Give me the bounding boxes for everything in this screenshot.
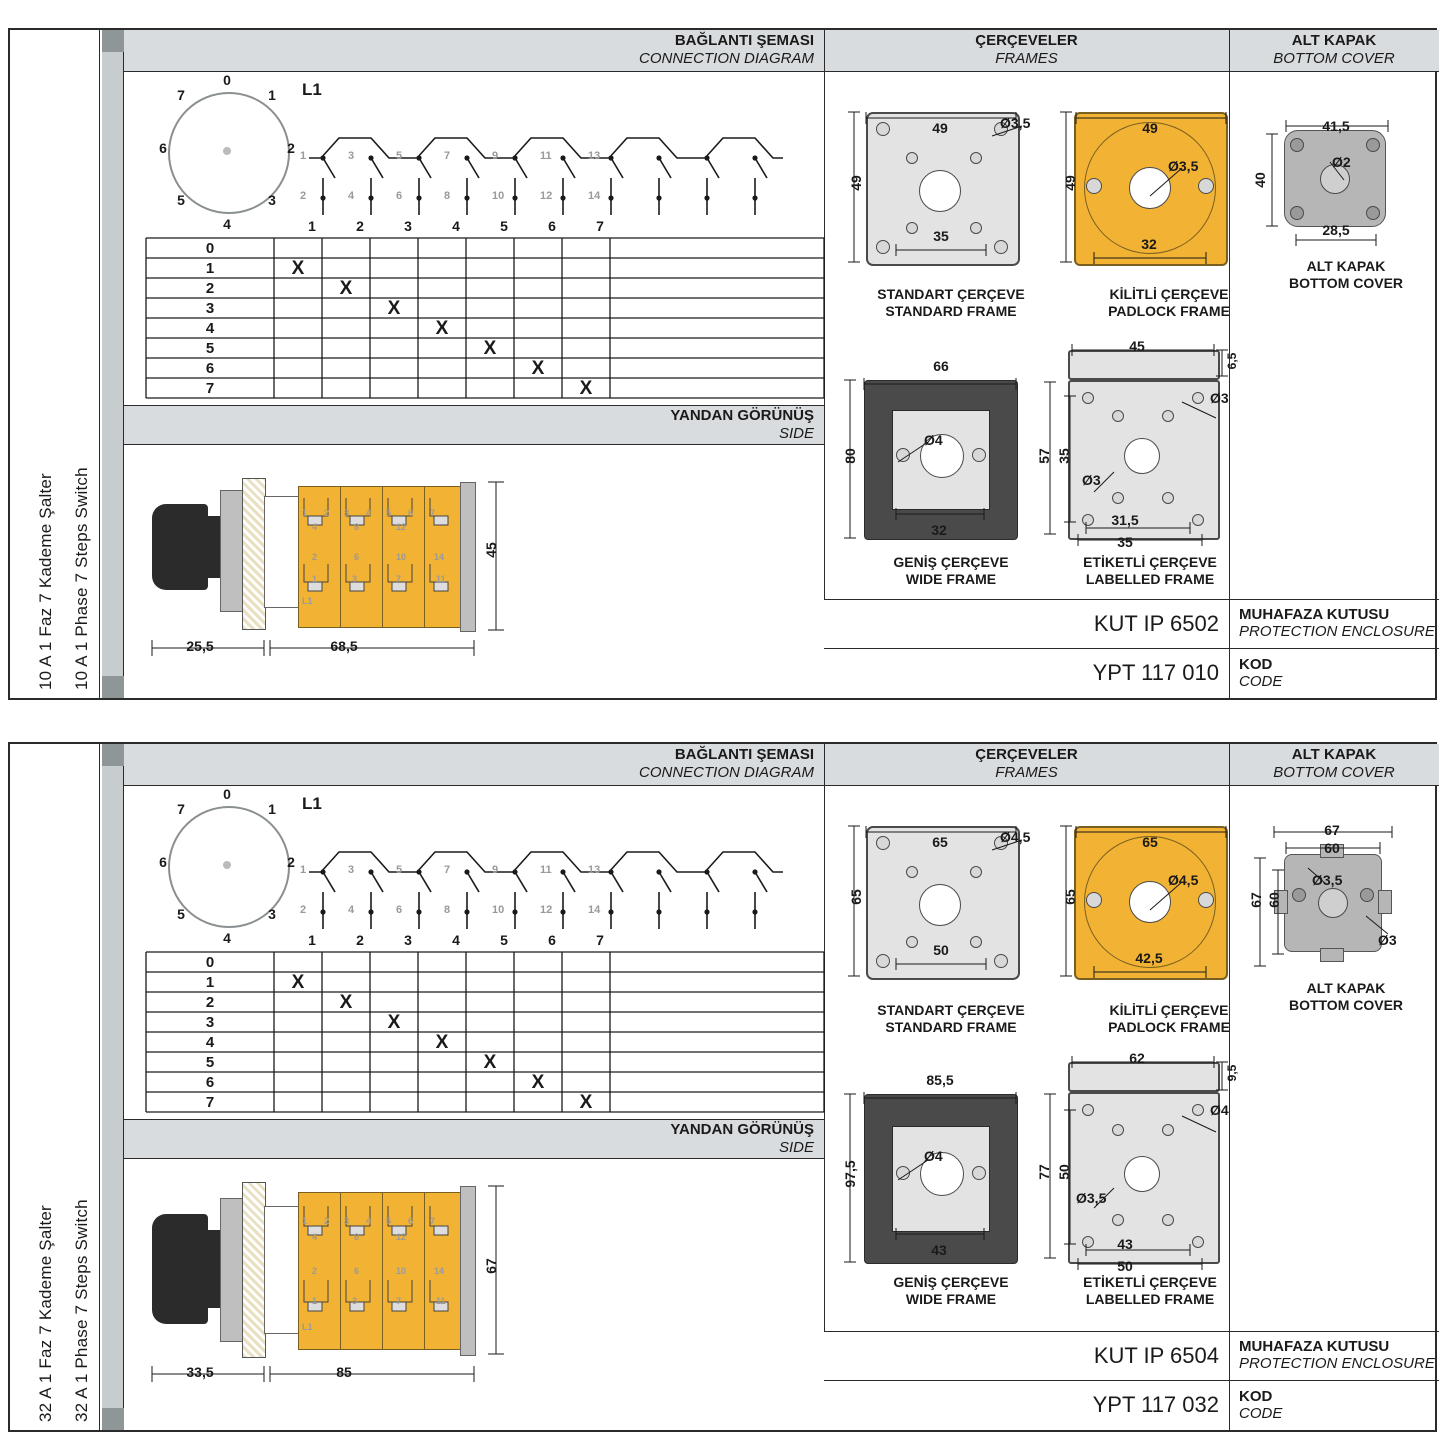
sv-term-b3: 10 xyxy=(396,552,407,562)
switch-knob xyxy=(152,504,208,590)
dim-lbl-h2: 35 xyxy=(1056,448,1072,464)
col-num-3: 3 xyxy=(404,932,412,948)
code-label-cell xyxy=(1229,648,1439,698)
code-label-tr: KOD xyxy=(1239,656,1273,673)
dim-cover-w2: 60 xyxy=(1324,840,1340,856)
col-num-5: 5 xyxy=(500,218,508,234)
terminal-4: 4 xyxy=(348,190,355,202)
dim-cover-h: 67 xyxy=(1248,892,1264,908)
mounting-bar-32a xyxy=(102,744,124,1430)
code-label-cell xyxy=(1229,1380,1439,1430)
enclosure-label-tr: MUHAFAZA KUTUSU xyxy=(1239,606,1390,623)
enclosure-code-cell xyxy=(824,599,1229,648)
dim-padlock-pitch: 42,5 xyxy=(1135,950,1163,966)
header-connection-diagram xyxy=(124,744,824,786)
bar-cap-top xyxy=(102,744,124,766)
col-num-4: 4 xyxy=(452,932,460,948)
header-frames-en: FRAMES xyxy=(995,764,1058,781)
dim-wide-hole: Ø4 xyxy=(924,1148,943,1164)
dim-lbl-h: 77 xyxy=(1036,1164,1052,1180)
frame-wide-caption-en: WIDE FRAME xyxy=(905,571,997,587)
mounting-bar-10a xyxy=(102,30,124,698)
dial-pos-0: 0 xyxy=(223,786,231,802)
code-label xyxy=(1239,656,1282,690)
col-num-2: 2 xyxy=(356,218,364,234)
dial-center xyxy=(223,861,231,869)
dim-wide-hole: Ø4 xyxy=(924,432,943,448)
dim-lbl-hole: Ø3 xyxy=(1210,390,1229,406)
terminal-11: 11 xyxy=(540,150,552,162)
dial-pos-3: 3 xyxy=(268,906,276,922)
dim-lbl-hole2: Ø3 xyxy=(1082,472,1101,488)
sv-term-3: 3 xyxy=(344,508,350,518)
terminal-10: 10 xyxy=(492,904,505,916)
sv-term-m1: 4 xyxy=(312,1232,318,1242)
table-row-label-0: 0 xyxy=(205,240,215,257)
header-frames xyxy=(824,744,1229,786)
terminal-13: 13 xyxy=(588,864,601,876)
sv-term-1: 1 xyxy=(302,508,308,518)
dim-lbl-p1: 31,5 xyxy=(1111,512,1139,528)
sv-term-l1: 1 xyxy=(312,574,318,584)
sv-term-m2: 8 xyxy=(354,1232,360,1242)
bottom-cover-caption-tr: ALT KAPAK xyxy=(1306,980,1386,996)
table-row-label-3: 3 xyxy=(205,1014,215,1031)
table-row-label-6: 6 xyxy=(205,1074,215,1091)
header-frames-en: FRAMES xyxy=(995,50,1058,67)
col-num-7: 7 xyxy=(596,218,604,234)
mounting-flange xyxy=(220,1198,244,1342)
header-frames-tr: ÇERÇEVELER xyxy=(975,746,1078,763)
terminal-3: 3 xyxy=(348,150,355,162)
sv-term-2: 2 xyxy=(324,508,330,518)
frame-padlock-caption-tr: KİLİTLİ ÇERÇEVE xyxy=(1109,286,1229,302)
dim-lbl-h2: 50 xyxy=(1056,1164,1072,1180)
shaft-housing xyxy=(264,496,300,608)
phase-label-l1: L1 xyxy=(302,794,322,813)
enclosure-code: KUT IP 6504 xyxy=(1093,1343,1219,1368)
terminal-14: 14 xyxy=(588,904,601,916)
col-num-1: 1 xyxy=(308,932,316,948)
unit-body-10a xyxy=(124,30,1435,698)
side-label-en: 32 A 1 Phase 7 Steps Switch xyxy=(72,1199,91,1422)
dim-padlock-h: 49 xyxy=(1062,175,1078,191)
dim-body-depth: 68,5 xyxy=(330,638,358,654)
enclosure-label-tr: MUHAFAZA KUTUSU xyxy=(1239,1338,1390,1355)
phase-label-l1: L1 xyxy=(302,80,322,99)
col-num-3: 3 xyxy=(404,218,412,234)
terminal-2: 2 xyxy=(300,190,307,202)
frame-wide-caption-tr: GENİŞ ÇERÇEVE xyxy=(893,554,1009,570)
dim-lbl-p2: 50 xyxy=(1117,1258,1133,1274)
terminal-12: 12 xyxy=(540,904,553,916)
dim-body-depth: 85 xyxy=(336,1364,352,1380)
col-num-6: 6 xyxy=(548,218,556,234)
terminal-8: 8 xyxy=(444,190,451,202)
terminal-13: 13 xyxy=(588,150,601,162)
table-mark: X xyxy=(483,1052,497,1073)
panel-hatch xyxy=(242,478,266,630)
code-label xyxy=(1239,1388,1282,1422)
table-row-label-1: 1 xyxy=(205,260,215,277)
sv-term-b4: 14 xyxy=(434,552,445,562)
panel-hatch xyxy=(242,1182,266,1358)
bar-cap-bottom xyxy=(102,676,124,698)
sv-term-b2: 6 xyxy=(354,1266,360,1276)
header-side-en: SIDE xyxy=(778,425,814,442)
terminal-7: 7 xyxy=(444,150,451,162)
dial-pos-4: 4 xyxy=(223,930,231,946)
dim-padlock-pitch: 32 xyxy=(1141,236,1157,252)
sv-term-4: 4 xyxy=(366,508,372,518)
bar-cap-top xyxy=(102,30,124,52)
dim-lbl-p1: 43 xyxy=(1117,1236,1133,1252)
sv-term-m3: 12 xyxy=(396,522,407,532)
table-row-label-1: 1 xyxy=(205,974,215,991)
table-row-label-5: 5 xyxy=(205,340,215,357)
bar-cap-bottom xyxy=(102,1408,124,1430)
sv-term-5: 5 xyxy=(386,1216,392,1226)
table-mark: X xyxy=(339,992,353,1013)
dial-pos-6: 6 xyxy=(159,140,167,156)
dim-height: 45 xyxy=(483,542,499,558)
dim-frame-h: 65 xyxy=(848,889,864,905)
header-connection-diagram xyxy=(124,30,824,72)
side-label-tr: 32 A 1 Faz 7 Kademe Şalter xyxy=(36,1205,55,1422)
terminal-7: 7 xyxy=(444,864,451,876)
dim-knob-depth: 33,5 xyxy=(186,1364,214,1380)
dim-padlock-h: 65 xyxy=(1062,889,1078,905)
bottom-cover-caption-tr: ALT KAPAK xyxy=(1306,258,1386,274)
product-code: YPT 117 010 xyxy=(1092,660,1219,685)
header-side-tr: YANDAN GÖRÜNÜŞ xyxy=(670,407,814,424)
sv-term-b1: 2 xyxy=(312,1266,318,1276)
dim-cover-hole: Ø3,5 xyxy=(1312,872,1343,888)
dim-frame-w: 65 xyxy=(932,834,948,850)
unit-body-32a xyxy=(124,744,1435,1430)
dim-wide-h: 80 xyxy=(842,448,858,464)
enclosure-code-cell xyxy=(824,1331,1229,1380)
col-num-5: 5 xyxy=(500,932,508,948)
sv-term-6: 6 xyxy=(408,508,414,518)
terminal-9: 9 xyxy=(492,150,499,162)
product-code-cell xyxy=(824,1380,1229,1430)
dial-pos-1: 1 xyxy=(268,801,276,817)
dim-height: 67 xyxy=(483,1258,499,1274)
dial-pos-1: 1 xyxy=(268,87,276,103)
sv-term-b3: 10 xyxy=(396,1266,407,1276)
dim-padlock-w: 65 xyxy=(1142,834,1158,850)
sv-term-b4: 14 xyxy=(434,1266,445,1276)
dim-frame-pitch: 50 xyxy=(933,942,949,958)
contact-ladder-32a xyxy=(299,814,819,924)
terminal-6: 6 xyxy=(396,904,403,916)
frame-labelled-caption-en: LABELLED FRAME xyxy=(1085,571,1215,587)
header-connection-en: CONNECTION DIAGRAM xyxy=(638,764,814,781)
sv-term-l1: 1 xyxy=(312,1296,318,1306)
sv-term-b2: 6 xyxy=(354,552,360,562)
dim-cover-pitch: 28,5 xyxy=(1322,222,1350,238)
dim-frame-h: 49 xyxy=(848,175,864,191)
table-mark: X xyxy=(435,318,449,339)
header-connection-en: CONNECTION DIAGRAM xyxy=(638,50,814,67)
header-frames xyxy=(824,30,1229,72)
sv-term-l3: 7 xyxy=(396,1296,402,1306)
side-label-strip-10a xyxy=(10,30,100,698)
frame-padlock-caption-tr: KİLİTLİ ÇERÇEVE xyxy=(1109,1002,1229,1018)
header-bottom-en: BOTTOM COVER xyxy=(1273,50,1395,67)
header-bottom-cover xyxy=(1229,744,1439,786)
dial-pos-2: 2 xyxy=(287,854,295,870)
switching-table-32a xyxy=(146,952,824,1112)
table-row-label-7: 7 xyxy=(205,380,215,397)
unit-panel-10a xyxy=(8,28,1437,700)
dim-wide-pitch: 43 xyxy=(931,1242,947,1258)
col-num-6: 6 xyxy=(548,932,556,948)
dial-pos-2: 2 xyxy=(287,140,295,156)
frame-standard-caption-tr: STANDART ÇERÇEVE xyxy=(877,1002,1025,1018)
table-mark: X xyxy=(579,378,593,399)
dim-knob-depth: 25,5 xyxy=(186,638,214,654)
sv-term-3: 3 xyxy=(344,1216,350,1226)
header-side-tr: YANDAN GÖRÜNÜŞ xyxy=(670,1121,814,1138)
frame-padlock-caption-en: PADLOCK FRAME xyxy=(1108,1019,1230,1035)
switching-table-10a xyxy=(146,238,824,398)
enclosure-label-en: PROTECTION ENCLOSURE xyxy=(1239,1355,1435,1372)
dial-pos-3: 3 xyxy=(268,192,276,208)
dim-frame-hole: Ø3,5 xyxy=(1000,115,1031,131)
table-row-label-4: 4 xyxy=(205,320,215,337)
sv-term-5: 5 xyxy=(386,508,392,518)
sv-phase: L1 xyxy=(302,596,313,606)
sv-term-7: 7 xyxy=(430,508,436,518)
dim-lbl-hole: Ø4 xyxy=(1210,1102,1229,1118)
table-mark: X xyxy=(339,278,353,299)
sv-term-l3: 7 xyxy=(396,574,402,584)
dim-wide-h: 97,5 xyxy=(842,1160,858,1188)
bottom-cover-caption-en: BOTTOM COVER xyxy=(1288,275,1404,291)
sv-term-6: 6 xyxy=(408,1216,414,1226)
dim-lbl-hole2: Ø3,5 xyxy=(1076,1190,1107,1206)
product-code-cell xyxy=(824,648,1229,698)
sv-term-l2: 3 xyxy=(352,574,358,584)
table-row-label-7: 7 xyxy=(205,1094,215,1111)
code-label-tr: KOD xyxy=(1239,1388,1273,1405)
frame-labelled-caption-tr: ETİKETLİ ÇERÇEVE xyxy=(1083,1274,1217,1290)
code-label-en: CODE xyxy=(1239,1405,1283,1422)
sv-term-7: 7 xyxy=(430,1216,436,1226)
dim-cover-w: 67 xyxy=(1324,822,1340,838)
table-mark: X xyxy=(531,358,545,379)
sv-term-b1: 2 xyxy=(312,552,318,562)
product-code: YPT 117 032 xyxy=(1092,1392,1219,1417)
frame-labelled-caption-en: LABELLED FRAME xyxy=(1085,1291,1215,1307)
terminal-4: 4 xyxy=(348,904,355,916)
enclosure-label xyxy=(1239,606,1435,640)
dim-padlock-w: 49 xyxy=(1142,120,1158,136)
header-side-en: SIDE xyxy=(778,1139,814,1156)
contact-ladder-10a xyxy=(299,100,819,210)
table-row-label-6: 6 xyxy=(205,360,215,377)
side-label-en: 10 A 1 Phase 7 Steps Switch xyxy=(72,467,91,690)
dial-pos-7: 7 xyxy=(177,87,185,103)
dial-center xyxy=(223,147,231,155)
terminal-2: 2 xyxy=(300,904,307,916)
dim-frame-pitch: 35 xyxy=(933,228,949,244)
header-side-view xyxy=(124,1119,824,1159)
frame-wide-caption-en: WIDE FRAME xyxy=(905,1291,997,1307)
frame-standard-caption-en: STANDARD FRAME xyxy=(885,303,1017,319)
dim-cover-h: 40 xyxy=(1252,172,1268,188)
frame-labelled-caption-tr: ETİKETLİ ÇERÇEVE xyxy=(1083,554,1217,570)
table-mark: X xyxy=(387,298,401,319)
dial-pos-5: 5 xyxy=(177,192,185,208)
header-bottom-tr: ALT KAPAK xyxy=(1291,32,1377,49)
terminal-14: 14 xyxy=(588,190,601,202)
dial-pos-4: 4 xyxy=(223,216,231,232)
dim-wide-w: 66 xyxy=(933,358,949,374)
dim-lbl-tag-h: 9,5 xyxy=(1225,1064,1239,1082)
sv-term-1: 1 xyxy=(302,1216,308,1226)
sv-term-l2: 3 xyxy=(352,1296,358,1306)
dim-lbl-w: 45 xyxy=(1129,338,1145,354)
col-num-1: 1 xyxy=(308,218,316,234)
dim-cover-h2: 60 xyxy=(1266,892,1282,908)
col-num-2: 2 xyxy=(356,932,364,948)
header-side-view xyxy=(124,405,824,445)
bottom-cover-caption-en: BOTTOM COVER xyxy=(1288,997,1404,1013)
frame-wide-caption-tr: GENİŞ ÇERÇEVE xyxy=(893,1274,1009,1290)
terminal-1: 1 xyxy=(300,864,307,876)
unit-panel-32a xyxy=(8,742,1437,1432)
terminal-9: 9 xyxy=(492,864,499,876)
dim-lbl-h: 57 xyxy=(1036,448,1052,464)
terminal-6: 6 xyxy=(396,190,403,202)
enclosure-label-en: PROTECTION ENCLOSURE xyxy=(1239,623,1435,640)
header-bottom-en: BOTTOM COVER xyxy=(1273,764,1395,781)
dial-pos-7: 7 xyxy=(177,801,185,817)
dial-pos-5: 5 xyxy=(177,906,185,922)
sv-term-l4: 11 xyxy=(436,574,446,584)
table-mark: X xyxy=(435,1032,449,1053)
terminal-8: 8 xyxy=(444,904,451,916)
table-row-label-5: 5 xyxy=(205,1054,215,1071)
enclosure-label-cell xyxy=(1229,1331,1439,1380)
terminal-5: 5 xyxy=(396,864,403,876)
header-frames-tr: ÇERÇEVELER xyxy=(975,32,1078,49)
dial-pos-0: 0 xyxy=(223,72,231,88)
sv-term-m1: 4 xyxy=(312,522,318,532)
table-row-label-2: 2 xyxy=(205,280,215,297)
sv-phase: L1 xyxy=(302,1322,313,1332)
terminal-1: 1 xyxy=(300,150,307,162)
sv-term-l4: 11 xyxy=(436,1296,446,1306)
shaft-housing xyxy=(264,1206,300,1334)
table-mark: X xyxy=(579,1092,593,1113)
terminal-10: 10 xyxy=(492,190,505,202)
side-label-strip-32a xyxy=(10,744,100,1430)
table-mark: X xyxy=(291,972,305,993)
dim-cover-hole: Ø2 xyxy=(1332,154,1351,170)
table-row-label-4: 4 xyxy=(205,1034,215,1051)
dim-frame-w: 49 xyxy=(932,120,948,136)
sv-term-2: 2 xyxy=(324,1216,330,1226)
dim-lbl-p2: 35 xyxy=(1117,534,1133,550)
dial-pos-6: 6 xyxy=(159,854,167,870)
dim-lbl-w: 62 xyxy=(1129,1050,1145,1066)
col-num-4: 4 xyxy=(452,218,460,234)
terminal-3: 3 xyxy=(348,864,355,876)
header-connection-tr: BAĞLANTI ŞEMASI xyxy=(674,746,814,763)
table-row-label-3: 3 xyxy=(205,300,215,317)
dim-cover-hole2: Ø3 xyxy=(1378,932,1397,948)
header-connection-tr: BAĞLANTI ŞEMASI xyxy=(674,32,814,49)
enclosure-code: KUT IP 6502 xyxy=(1093,611,1219,636)
code-label-en: CODE xyxy=(1239,673,1283,690)
mounting-flange xyxy=(220,490,244,612)
dim-frame-hole: Ø4,5 xyxy=(1000,829,1031,845)
table-row-label-2: 2 xyxy=(205,994,215,1011)
dim-cover-w: 41,5 xyxy=(1322,118,1350,134)
table-row-label-0: 0 xyxy=(205,954,215,971)
header-bottom-tr: ALT KAPAK xyxy=(1291,746,1377,763)
frame-padlock-caption-en: PADLOCK FRAME xyxy=(1108,303,1230,319)
table-mark: X xyxy=(387,1012,401,1033)
switch-knob xyxy=(152,1214,208,1324)
frame-standard-caption-en: STANDARD FRAME xyxy=(885,1019,1017,1035)
enclosure-label-cell xyxy=(1229,599,1439,648)
table-mark: X xyxy=(291,258,305,279)
enclosure-label xyxy=(1239,1338,1435,1372)
terminal-11: 11 xyxy=(540,864,552,876)
terminal-12: 12 xyxy=(540,190,553,202)
table-mark: X xyxy=(483,338,497,359)
sv-term-m3: 12 xyxy=(396,1232,407,1242)
header-bottom-cover xyxy=(1229,30,1439,72)
dim-lbl-tag-h: 6,5 xyxy=(1225,352,1239,370)
dim-wide-pitch: 32 xyxy=(931,522,947,538)
dim-padlock-hole: Ø3,5 xyxy=(1168,158,1199,174)
sv-term-m2: 8 xyxy=(354,522,360,532)
terminal-5: 5 xyxy=(396,150,403,162)
sv-term-4: 4 xyxy=(366,1216,372,1226)
side-label-tr: 10 A 1 Faz 7 Kademe Şalter xyxy=(36,473,55,690)
table-mark: X xyxy=(531,1072,545,1093)
col-num-7: 7 xyxy=(596,932,604,948)
dim-wide-w: 85,5 xyxy=(926,1072,954,1088)
frame-standard-caption-tr: STANDART ÇERÇEVE xyxy=(877,286,1025,302)
dim-padlock-hole: Ø4,5 xyxy=(1168,872,1199,888)
